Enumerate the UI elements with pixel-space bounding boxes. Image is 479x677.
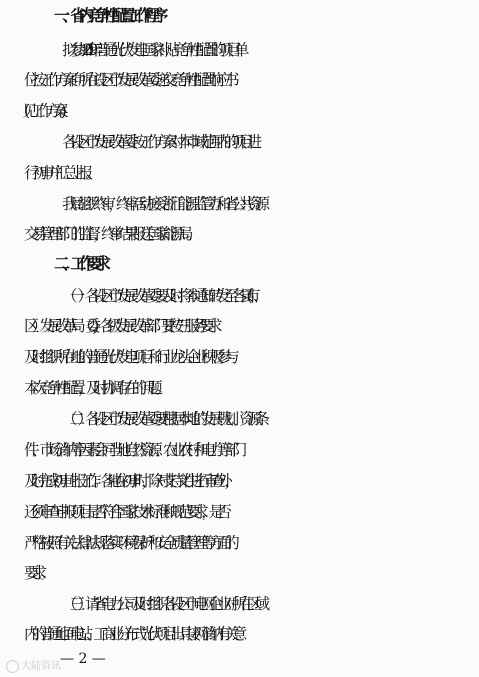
paragraph-line: 件、市场消纳等因素会同当地自然资源、农业农村和电力等部门 bbox=[24, 441, 240, 459]
paragraph-line: （三）请省电力公司及时组织各设区市电网企业对所在区域 bbox=[62, 595, 263, 613]
section-heading-1: 一、省内竞争性配置工作程序 bbox=[54, 6, 161, 25]
paragraph-line: 拟参加 2019 年普通光伏发电国家补贴竞争性配置的项目单 bbox=[62, 41, 242, 59]
paragraph-line: 内的普通地面电站、工商业分布式光伏项目出具接网消纳有关意 bbox=[24, 625, 240, 643]
page-number: — 2 — bbox=[60, 651, 106, 667]
paragraph-line: 要求。 bbox=[24, 564, 48, 582]
paragraph-line: 各设区市发展改革委按工作方案对本市域范围内的项目进 bbox=[62, 133, 255, 151]
paragraph-line: 我局组织终审，终审活动接受浙江能源监管办和省公共资源 bbox=[62, 195, 263, 213]
watermark-logo-icon bbox=[6, 660, 19, 673]
paragraph-line: 行初审并汇总上报。 bbox=[24, 164, 94, 182]
paragraph-line: 还须审查申报项目是否符合国家技术标准和规范要求，是否 bbox=[24, 503, 225, 521]
paragraph-line: （一）各设区市发展改革委要及时将本通知转发至各县(市、 bbox=[62, 287, 261, 305]
paragraph-line: 位按工作方案向所在设区市发展改革委递交竞争性配置响应书 bbox=[24, 71, 232, 89]
paragraph-line: (见工作方案)。 bbox=[24, 102, 67, 120]
watermark bbox=[6, 657, 61, 673]
paragraph-line: 及时完成初审上报工作。各地在初审时，除对支持文件进行审查外， bbox=[24, 472, 232, 490]
paragraph-line: 严格按照有关法律法规落实环境保护和安全质量管理等方面的 bbox=[24, 534, 232, 552]
paragraph-line: （二）各设区市发展改革委要根据本地的发展规划、资源条 bbox=[62, 410, 263, 428]
paragraph-line: 区）发展改革局（委)，各级发展改革部门要按“三服务”要求 bbox=[24, 317, 215, 335]
paragraph-line: 交易管理部门的监督，终审结果报送国家能源局。 bbox=[24, 225, 194, 243]
section-heading-2: 二、工作要求 bbox=[54, 254, 104, 273]
watermark-text: 大陆资讯 bbox=[21, 661, 61, 672]
paragraph-line: 本次竞争性配置，及时协调存在的问题。 bbox=[24, 379, 163, 397]
paragraph-line: 及时组织所在地的普通光伏发电项目和行业龙头企业积极参与 bbox=[24, 348, 232, 366]
